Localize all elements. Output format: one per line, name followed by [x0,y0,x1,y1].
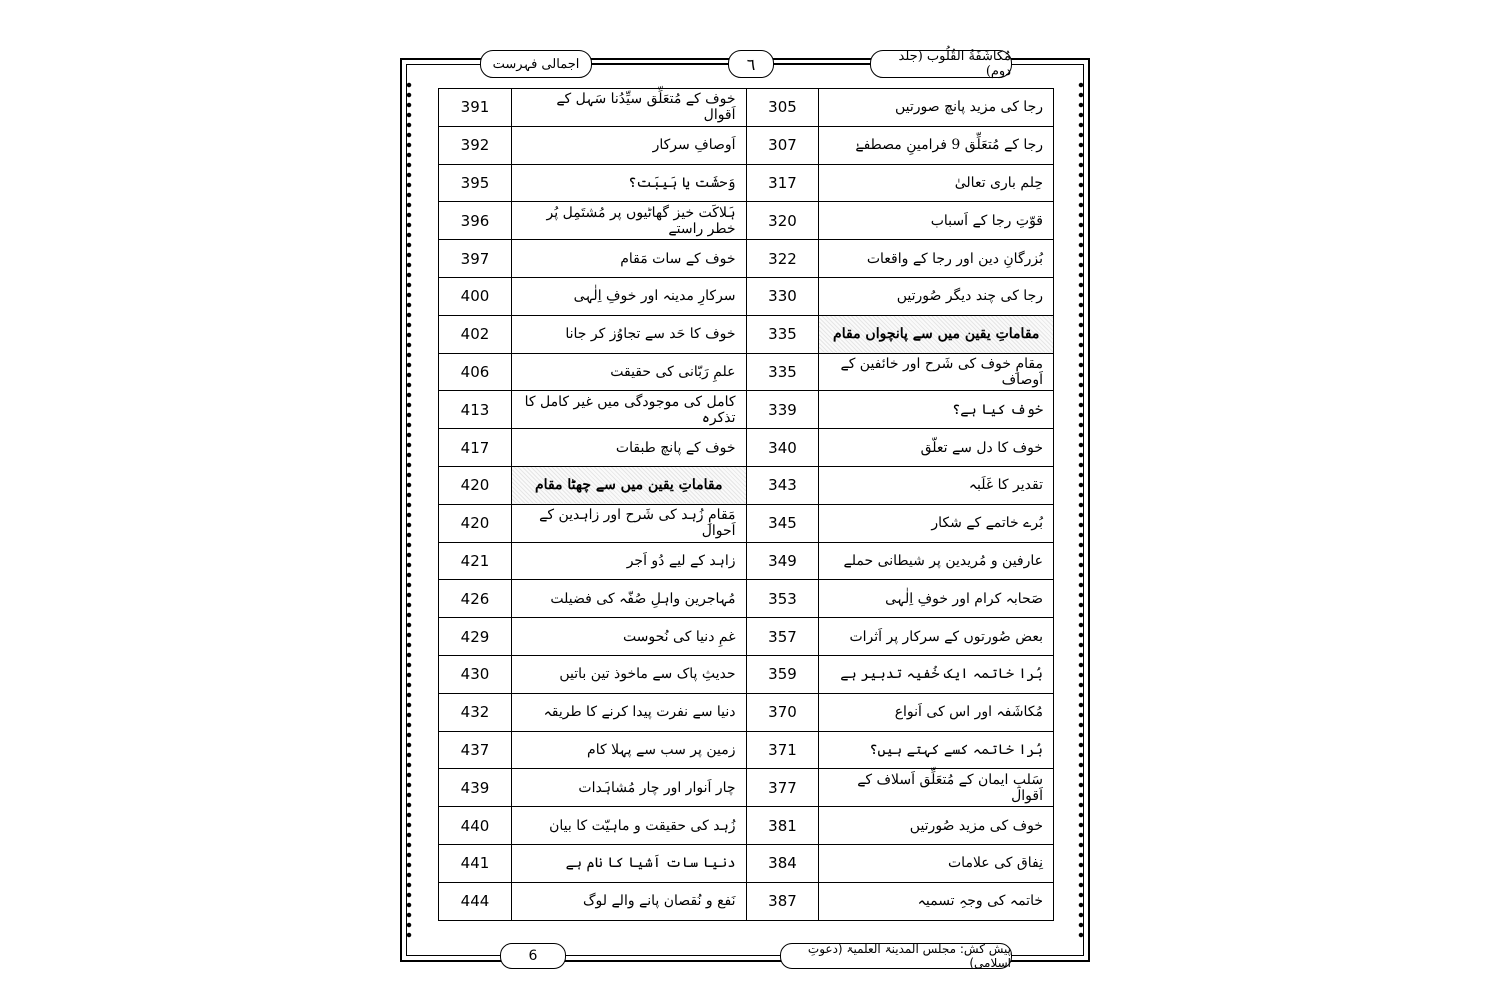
entry-page: 322 [746,240,819,278]
entry-page: 335 [746,315,819,353]
entry-page: 343 [746,466,819,504]
entry-title: رجا کی چند دیگر صُورتیں [819,277,1054,315]
entry-title: قوّتِ رجا کے اَسباب [819,202,1054,240]
entry-page: 335 [746,353,819,391]
entry-page: 370 [746,693,819,731]
entry-title: خوف کیا ہے؟ [819,391,1054,429]
entry-title: بُرا خاتمہ کسے کہتے ہیں؟ [819,731,1054,769]
entry-page: 391 [439,89,512,127]
entry-page: 330 [746,277,819,315]
entry-title: زمین پر سب سے پہلا کام [511,731,746,769]
page-header [460,46,1030,82]
entry-page: 440 [439,807,512,845]
table-row [439,466,1054,504]
table-row [439,618,1054,656]
entry-title: وَحشَت یا ہَیبَت؟ [511,164,746,202]
entry-title: خوف کے سات مَقام [511,240,746,278]
entry-title: مُکاشَفہ اور اس کی اَنواع [819,693,1054,731]
table-row [439,655,1054,693]
entry-title: خوف کی مزید صُورتیں [819,807,1054,845]
table-row [439,315,1054,353]
entry-page: 353 [746,580,819,618]
header-page-number: ٦ [728,50,774,78]
entry-title: رجا کی مزید پانچ صورتیں [819,89,1054,127]
entry-page: 371 [746,731,819,769]
contents-table [438,88,1054,921]
entry-title: خوف کا دل سے تعلّق [819,429,1054,467]
entry-title: مَقامِ زُہد کی شَرح اور زاہدین کے اَحوال [511,504,746,542]
entry-page: 305 [746,89,819,127]
entry-page: 317 [746,164,819,202]
entry-page: 345 [746,504,819,542]
table-row [439,353,1054,391]
publisher-credit: پیش کش: مجلس المدینۃ العلمیۃ (دعوتِ اسلامی) [780,943,1012,969]
table-row [439,580,1054,618]
entry-page: 420 [439,466,512,504]
entry-page: 396 [439,202,512,240]
book-title: مُكاشَفَةُ القُلُوب (جلد دوم) [870,50,1012,78]
entry-title: بُزرگانِ دین اور رجا کے واقعات [819,240,1054,278]
table-row [439,769,1054,807]
entry-title: زاہد کے لیے دُو اَجر [511,542,746,580]
entry-title: سَلبِ ایمان کے مُتعَلِّق اَسلاف کے اَقوال [819,769,1054,807]
entry-page: 444 [439,882,512,920]
table-row [439,693,1054,731]
entry-title: عارفین و مُریدین پر شیطانی حملے [819,542,1054,580]
entry-page: 441 [439,844,512,882]
table-row [439,89,1054,127]
entry-title: بعض صُورتوں کے سرکار پر اَثرات [819,618,1054,656]
entry-page: 307 [746,126,819,164]
entry-page: 392 [439,126,512,164]
table-row [439,504,1054,542]
entry-title: مُہاجرین واہلِ صُفّہ کی فضیلت [511,580,746,618]
entry-title: علمِ رَبّانی کی حقیقت [511,353,746,391]
entry-page: 437 [439,731,512,769]
entry-page: 402 [439,315,512,353]
left-border-ornament [404,80,414,940]
entry-title: ہَلاکَت خیز گھاٹیوں پر مُشتَمِل پُر خطر راستے [511,202,746,240]
entry-page: 421 [439,542,512,580]
entry-title: حِلم باری تعالیٰ [819,164,1054,202]
entry-page: 429 [439,618,512,656]
entry-title: بُرے خاتمے کے شکار [819,504,1054,542]
entry-title: صَحابہ کرام اور خوفِ اِلٰہی [819,580,1054,618]
table-row [439,807,1054,845]
entry-title: حدیثِ پاک سے ماخوذ تین باتیں [511,655,746,693]
entry-title: کامل کی موجودگی میں غیر کامل کا تذکرہ [511,391,746,429]
table-row [439,240,1054,278]
entry-title: نِفاق کی علامات [819,844,1054,882]
entry-title: مقامِ خوف کی شَرح اور خائفین کے اَوصاف [819,353,1054,391]
entry-title: دنیا سات اَشیا کا نام ہے [511,844,746,882]
entry-page: 400 [439,277,512,315]
entry-page: 359 [746,655,819,693]
entry-title: خوف کے مُتعَلِّق سیِّدُنا سَہل کے اَقوال [511,89,746,127]
entry-page: 432 [439,693,512,731]
entry-page: 406 [439,353,512,391]
entry-title: خوف کا حَد سے تجاوُز کر جانا [511,315,746,353]
entry-title: چار اَنوار اور چار مُشاہَدات [511,769,746,807]
entry-page: 430 [439,655,512,693]
entry-title: رجا کے مُتعَلِّق 9 فرامینِ مصطفےٰ [819,126,1054,164]
entry-page: 349 [746,542,819,580]
table-row [439,844,1054,882]
entry-title: خاتمہ کی وجہِ تسمیہ [819,882,1054,920]
entry-page: 417 [439,429,512,467]
footer-page-number: 6 [500,943,566,969]
right-border-ornament [1076,80,1086,940]
entry-page: 339 [746,391,819,429]
entry-page: 377 [746,769,819,807]
entry-title: زُہد کی حقیقت و ماہیّت کا بیان [511,807,746,845]
entry-page: 395 [439,164,512,202]
table-row [439,542,1054,580]
table-row [439,277,1054,315]
entry-page: 340 [746,429,819,467]
entry-page: 439 [439,769,512,807]
page-footer [460,940,1030,972]
book-page [400,40,1090,972]
table-row [439,429,1054,467]
entry-page: 420 [439,504,512,542]
section-title: اجمالی فہرست [480,50,592,78]
entry-title: مقاماتِ یقین میں سے چھٹا مقام [511,466,746,504]
entry-title: دنیا سے نفرت پیدا کرنے کا طریقہ [511,693,746,731]
table-row [439,391,1054,429]
table-row [439,126,1054,164]
entry-title: خوف کے پانچ طبقات [511,429,746,467]
entry-page: 387 [746,882,819,920]
entry-title: بُرا خاتمہ ایک خُفیہ تدبیر ہے [819,655,1054,693]
table-row [439,882,1054,920]
entry-page: 381 [746,807,819,845]
entry-page: 397 [439,240,512,278]
entry-page: 426 [439,580,512,618]
entry-title: سرکارِ مدینہ اور خوفِ اِلٰہی [511,277,746,315]
table-row [439,731,1054,769]
entry-title: اَوصافِ سرکار [511,126,746,164]
entry-title: نَفع و نُقصان پانے والے لوگ [511,882,746,920]
table-row [439,164,1054,202]
entry-page: 320 [746,202,819,240]
entry-page: 413 [439,391,512,429]
entry-title: غمِ دنیا کی نُحوست [511,618,746,656]
entry-page: 384 [746,844,819,882]
table-row [439,202,1054,240]
entry-page: 357 [746,618,819,656]
entry-title: مقاماتِ یقین میں سے پانچواں مقام [819,315,1054,353]
entry-title: تقدیر کا غَلَبہ [819,466,1054,504]
